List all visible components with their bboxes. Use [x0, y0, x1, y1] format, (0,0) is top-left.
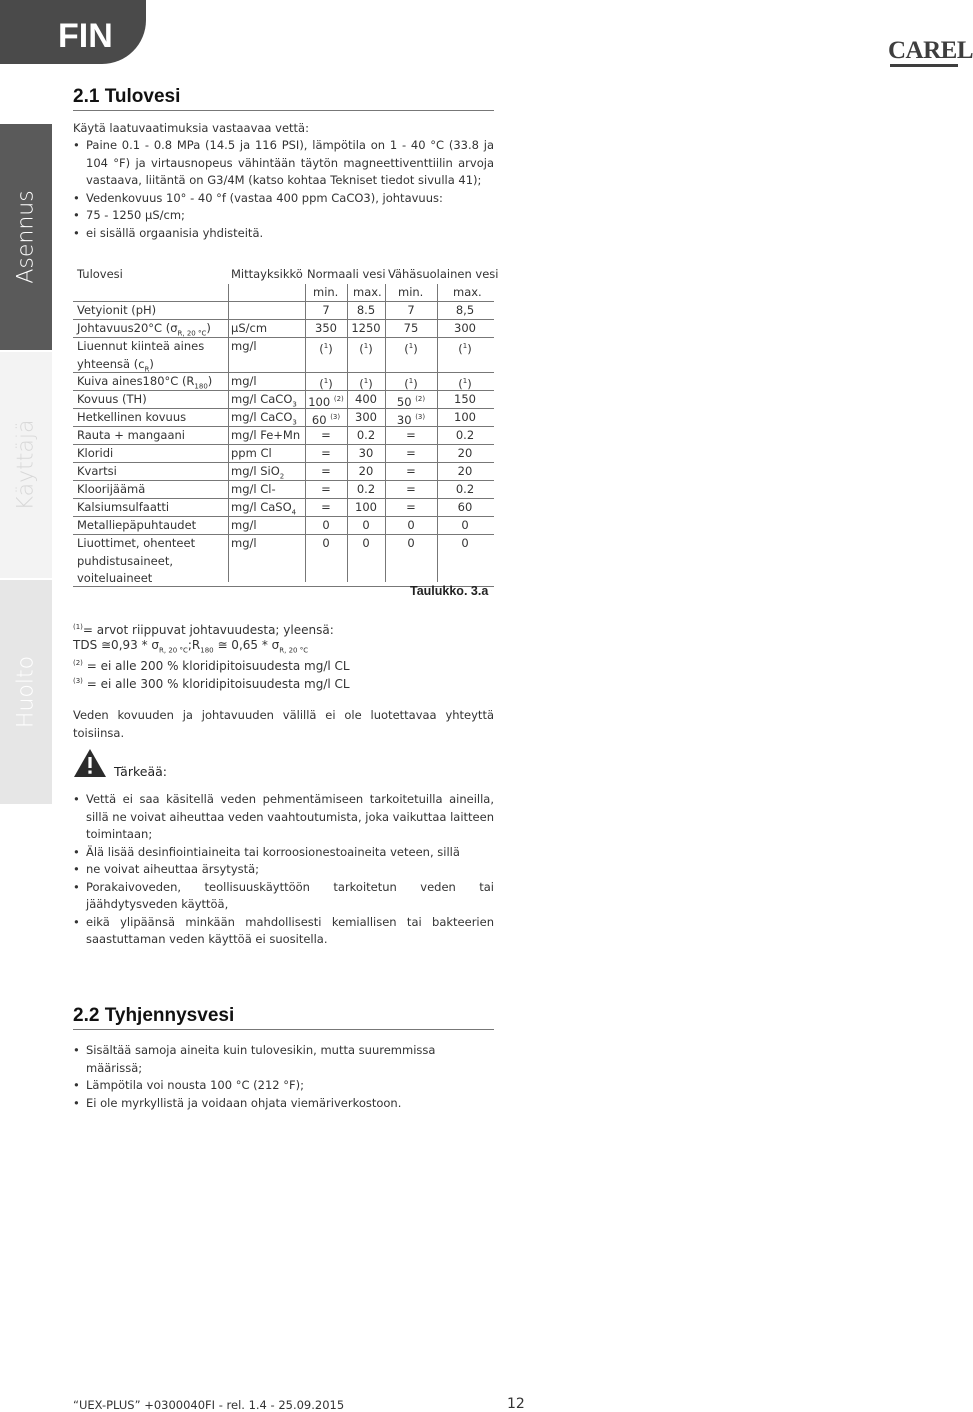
side-tab-label: Asennus — [13, 190, 39, 284]
header-low-salt-water: Vähäsuolainen vesi — [388, 267, 499, 281]
side-tab-label: Käyttäjä — [13, 419, 39, 511]
table-row — [73, 499, 494, 517]
value-cell: 8,5 — [455, 303, 475, 317]
param-cell: Kvartsi — [77, 464, 117, 478]
section-heading-tyhjennysvesi: 2.2 Tyhjennysvesi — [73, 1005, 494, 1030]
table-row — [73, 320, 494, 338]
list-item: • Paine 0.1 - 0.8 MPa (14.5 ja 116 PSI), lämpötila on 1 - 40 °C (33.8 ja 104 °F) ja virtausnopeus vähintään täytön magneettiventtiilin arvoja vastaava, liitäntä on G3/4M (katso kohtaa Tekniset tiedot sivulla 41); — [73, 137, 494, 190]
table-row — [73, 409, 494, 427]
value-cell: = — [406, 464, 416, 478]
value-cell: 8.5 — [356, 303, 376, 317]
side-tab-kayttaja[interactable] — [0, 352, 52, 578]
table-row — [73, 445, 494, 463]
header-param: Tulovesi — [77, 267, 123, 281]
param-cell: Kloorijäämä — [77, 482, 146, 496]
value-cell: 100 $^{(2)}$ — [308, 394, 344, 409]
footnote-marker: (3) — [73, 677, 83, 685]
footnote-marker: (2) — [73, 659, 83, 667]
value-cell: 350 — [315, 321, 337, 335]
value-cell: 0 — [461, 518, 469, 532]
list-item: • Porakaivoveden, teollisuuskäyttöön tarkoitetun veden tai jäähdytysveden käyttöä, — [73, 879, 494, 914]
warning-icon — [73, 748, 107, 778]
table-row — [73, 338, 494, 373]
list-item: • Ei ole myrkyllistä ja voidaan ohjata viemäriverkostoon. — [73, 1095, 494, 1113]
value-cell: 0 — [407, 518, 415, 532]
list-item: • ne voivat aiheuttaa ärsytystä; — [73, 861, 494, 879]
section-heading-tulovesi: 2.1 Tulovesi — [73, 86, 494, 111]
unit-cell: mg/l Cl- — [231, 482, 276, 496]
list-item: • eikä ylipäänsä minkään mahdollisesti kemiallisen tai bakteerien saastuttaman veden käyttöä ei suositella. — [73, 914, 494, 949]
table-header-row — [73, 266, 499, 284]
value-cell: 0.2 — [356, 482, 376, 496]
tds-formula: TDS ≅0,93 * σ — [73, 638, 160, 652]
value-cell: ($^1$) — [319, 376, 333, 391]
hardness-note: Veden kovuuden ja johtavuuden välillä ei ole luotettavaa yhteyttä toisiinsa. — [73, 708, 494, 740]
value-cell: 50 $^{(2)}$ — [396, 394, 426, 409]
unit-cell: mg/l — [231, 374, 257, 388]
value-cell: = — [321, 482, 331, 496]
unit-cell: mg/l — [231, 518, 257, 532]
table-subheader-row — [73, 284, 494, 302]
value-cell: ($^1$) — [359, 341, 373, 356]
table-row — [73, 481, 494, 499]
header-min: min. — [398, 285, 424, 299]
table-row — [73, 535, 494, 587]
value-cell: = — [321, 500, 331, 514]
carel-logo — [888, 36, 973, 70]
header-unit: Mittayksikkö — [231, 267, 303, 281]
value-cell: 0 — [322, 536, 330, 550]
value-cell: 75 — [403, 321, 419, 335]
param-cell: Liuennut kiinteä aines yhteensä $(c_R)$ — [77, 339, 205, 373]
value-cell: = — [406, 428, 416, 442]
r180-label: ;R — [187, 638, 201, 652]
value-cell: 0 — [407, 536, 415, 550]
param-cell: Hetkellinen kovuus — [77, 410, 187, 424]
value-cell: 100 — [454, 410, 476, 424]
value-cell: = — [406, 482, 416, 496]
unit-cell: mg/l CaSO$_4$ — [231, 500, 297, 517]
param-cell: Vetyionit (pH) — [77, 303, 157, 317]
unit-cell: ppm Cl — [231, 446, 272, 460]
value-cell: = — [321, 464, 331, 478]
section-intro: Käytä laatuvaatimuksia vastaavaa vettä: — [73, 121, 309, 135]
param-cell: Kuiva aines180°C $(R_{180})$ — [77, 374, 213, 391]
header-max: max. — [353, 285, 382, 299]
value-cell: = — [406, 500, 416, 514]
subscript: 180 — [200, 646, 214, 655]
table-row — [73, 427, 494, 445]
value-cell: ($^1$) — [458, 341, 472, 356]
header-max: max. — [453, 285, 482, 299]
footnote-marker: (1) — [73, 623, 83, 631]
value-cell: 300 — [454, 321, 476, 335]
table-row — [73, 517, 494, 535]
list-item: • Älä lisää desinfiointiaineita tai korroosionestoaineita veteen, sillä — [73, 844, 494, 862]
param-cell: Metalliepäpuhtaudet — [77, 518, 197, 532]
side-tab-asennus[interactable] — [0, 124, 52, 350]
value-cell: 0 — [461, 536, 469, 550]
list-item: • Lämpötila voi nousta 100 °C (212 °F); — [73, 1077, 494, 1095]
table-caption: Taulukko. 3.a — [410, 584, 489, 598]
value-cell: 60 $^{(3)}$ — [311, 412, 341, 427]
table-row — [73, 391, 494, 409]
value-cell: 20 — [358, 464, 374, 478]
unit-cell: mg/l SiO$_2$ — [231, 464, 285, 481]
value-cell: 100 — [355, 500, 377, 514]
unit-cell: µS/cm — [231, 321, 268, 335]
value-cell: ($^1$) — [359, 376, 373, 391]
unit-cell: mg/l Fe+Mn — [231, 428, 301, 442]
page-number: 12 — [507, 1396, 525, 1412]
param-cell: Kalsiumsulfaatti — [77, 500, 170, 514]
unit-cell: mg/l CaCO$_3$ — [231, 392, 297, 409]
footnote-3 — [73, 672, 350, 693]
footnote-text: = arvot riippuvat johtavuudesta; yleensä: — [82, 623, 334, 637]
header-normal-water: Normaali vesi — [307, 267, 386, 281]
value-cell: 0.2 — [455, 482, 475, 496]
value-cell: 20 — [457, 464, 473, 478]
document-reference: “UEX-PLUS” +0300040FI - rel. 1.4 - 25.09.2015 — [73, 1398, 345, 1412]
table-row — [73, 302, 494, 320]
value-cell: ($^1$) — [404, 376, 418, 391]
param-cell: Rauta + mangaani — [77, 428, 185, 442]
subscript: R, 20 °C — [159, 646, 188, 655]
unit-cell: mg/l — [231, 339, 257, 353]
r180-formula: ≅ 0,65 * σ — [213, 638, 280, 652]
warning-label: Tärkeää: — [114, 764, 167, 779]
unit-cell: mg/l CaCO$_3$ — [231, 410, 297, 427]
value-cell: 300 — [355, 410, 377, 424]
value-cell: 0 — [322, 518, 330, 532]
param-cell: Kovuus (TH) — [77, 392, 147, 406]
value-cell: 30 $^{(3)}$ — [396, 412, 426, 427]
param-cell: Kloridi — [77, 446, 114, 460]
param-cell: Liuottimet, ohenteet puhdistusaineet, voiteluaineet — [77, 536, 196, 585]
value-cell: 0.2 — [455, 428, 475, 442]
header-min: min. — [313, 285, 339, 299]
list-item: • Vettä ei saa käsitellä veden pehmentämiseen tarkoitetuilla aineilla, sillä ne voivat aiheuttaa veden vaahtoutumista, joka vaikuttaa laitteen toimintaan; — [73, 791, 494, 844]
value-cell: 60 — [457, 500, 473, 514]
table-row — [73, 463, 494, 481]
value-cell: ($^1$) — [319, 341, 333, 356]
value-cell: 400 — [355, 392, 377, 406]
footnote-text: = ei alle 200 % kloridipitoisuudesta mg/l CL — [82, 659, 350, 673]
value-cell: ($^1$) — [458, 376, 472, 391]
value-cell: 20 — [457, 446, 473, 460]
list-item: • Sisältää samoja aineita kuin tulovesikin, mutta suuremmissa määrissä; — [73, 1042, 494, 1077]
value-cell: 0.2 — [356, 428, 376, 442]
value-cell: = — [321, 428, 331, 442]
brand-wordmark: CAREL — [888, 37, 973, 64]
language-tab: FIN — [0, 0, 146, 64]
value-cell: = — [406, 446, 416, 460]
list-item: • Vedenkovuus 10° - 40 °f (vastaa 400 ppm CaCO3), johtavuus: — [73, 190, 494, 208]
unit-cell: mg/l — [231, 536, 257, 550]
footnote-text: = ei alle 300 % kloridipitoisuudesta mg/l CL — [82, 677, 350, 691]
table-row — [73, 373, 494, 391]
drain-water-list — [73, 1042, 494, 1112]
logo-underline — [890, 64, 958, 67]
value-cell: 150 — [454, 392, 476, 406]
subscript: R, 20 °C — [279, 646, 309, 655]
value-cell: 7 — [407, 303, 415, 317]
value-cell: 30 — [358, 446, 374, 460]
warning-list — [73, 791, 494, 949]
side-tab-label: Huolto — [13, 655, 39, 729]
side-tab-huolto[interactable] — [0, 580, 52, 804]
list-item: • 75 - 1250 µS/cm; — [73, 207, 494, 225]
value-cell: ($^1$) — [404, 341, 418, 356]
value-cell: = — [321, 446, 331, 460]
param-cell: Johtavuus20°C $(\sigma_{R, 20 ^\circ C})$ — [77, 321, 211, 338]
requirements-list — [73, 137, 494, 242]
value-cell: 7 — [322, 303, 330, 317]
value-cell: 0 — [362, 518, 370, 532]
list-item: • ei sisällä orgaanisia yhdisteitä. — [73, 225, 494, 243]
value-cell: 0 — [362, 536, 370, 550]
value-cell: 1250 — [351, 321, 381, 335]
